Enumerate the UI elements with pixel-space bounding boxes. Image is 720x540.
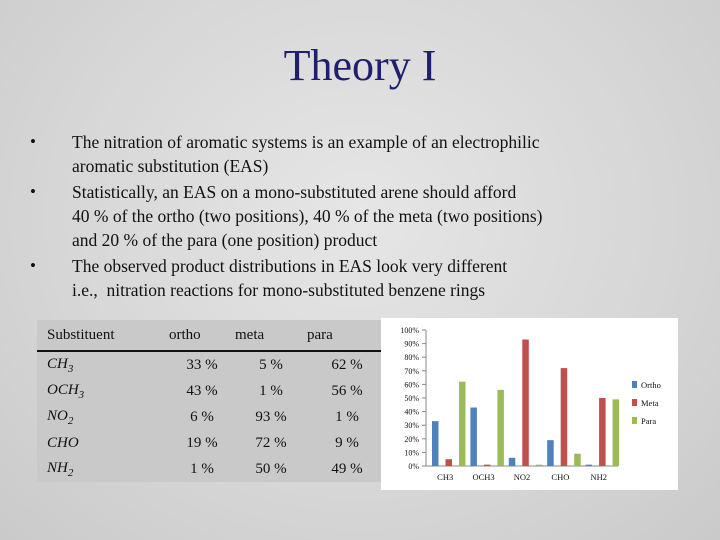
bar-ortho bbox=[586, 465, 593, 466]
header-substituent: Substituent bbox=[37, 320, 169, 351]
bar-para bbox=[574, 454, 581, 466]
legend-swatch bbox=[632, 381, 637, 388]
substituent-cell: $OCH_3$ bbox=[47, 381, 85, 401]
bar-para bbox=[459, 382, 466, 466]
header-ortho: ortho bbox=[169, 320, 235, 351]
percent-cell: 49 % bbox=[331, 460, 363, 477]
x-tick-label: NH2 bbox=[590, 472, 608, 482]
table-row bbox=[37, 351, 387, 378]
bar-ortho bbox=[470, 408, 477, 466]
y-tick-label: 100% bbox=[400, 326, 419, 335]
x-tick-label: NO2 bbox=[513, 472, 531, 482]
substituent-cell: CHO bbox=[47, 434, 79, 451]
legend-label: Para bbox=[641, 416, 657, 426]
bar-para bbox=[613, 399, 620, 466]
percent-cell: 43 % bbox=[186, 382, 218, 399]
y-tick-label: 40% bbox=[404, 407, 419, 417]
bar-para bbox=[536, 465, 543, 466]
bar-meta bbox=[484, 465, 491, 466]
bullet-dot: • bbox=[30, 182, 36, 201]
legend-label: Ortho bbox=[641, 380, 661, 390]
y-tick-label: 50% bbox=[404, 394, 419, 403]
percent-cell: 6 % bbox=[190, 408, 214, 425]
percent-cell: 19 % bbox=[186, 434, 218, 451]
table-row bbox=[37, 456, 387, 482]
percent-cell: 93 % bbox=[255, 408, 287, 425]
percent-cell: 9 % bbox=[335, 434, 359, 451]
bar-meta bbox=[446, 459, 453, 466]
percent-cell: 1 % bbox=[335, 408, 359, 425]
x-tick-label: CH3 bbox=[437, 472, 454, 482]
bar-meta bbox=[561, 368, 568, 466]
y-tick-label: 70% bbox=[404, 366, 419, 376]
table-row bbox=[37, 378, 387, 404]
percent-cell: 56 % bbox=[331, 382, 363, 399]
header-para: para bbox=[307, 320, 387, 351]
bar-para bbox=[497, 390, 504, 466]
table-row bbox=[37, 404, 387, 430]
bullet-dot: • bbox=[30, 132, 36, 151]
y-tick-label: 80% bbox=[404, 353, 419, 363]
bar-chart bbox=[381, 318, 678, 490]
table-header-row bbox=[37, 320, 387, 351]
bullet-list bbox=[30, 130, 670, 304]
y-tick-label: 10% bbox=[404, 448, 419, 458]
percent-cell: 33 % bbox=[186, 356, 218, 373]
y-tick-label: 0% bbox=[408, 462, 419, 471]
bullet-item bbox=[30, 130, 670, 178]
bar-meta bbox=[522, 340, 529, 466]
y-tick-label: 20% bbox=[404, 434, 419, 444]
percent-cell: 50 % bbox=[255, 460, 287, 477]
bar-ortho bbox=[432, 421, 439, 466]
substituent-cell: $CH_3$ bbox=[47, 355, 74, 375]
bullet-text: The observed product distributions in EAS look very different i.e., nitration reactions for mono-substituted benzene rings bbox=[72, 256, 508, 300]
bar-ortho bbox=[547, 440, 554, 466]
bullet-item bbox=[30, 254, 670, 302]
legend-swatch bbox=[632, 399, 637, 406]
percent-cell: 62 % bbox=[331, 356, 363, 373]
bullet-text: The nitration of aromatic systems is an example of an electrophilic aromatic substitution (EAS) bbox=[72, 132, 540, 176]
y-tick-label: 90% bbox=[404, 339, 419, 349]
substituent-cell: $NO_2$ bbox=[47, 407, 74, 427]
y-tick-label: 60% bbox=[404, 380, 419, 390]
y-tick-label: 30% bbox=[404, 421, 419, 431]
slide-title: Theory I bbox=[283, 41, 437, 90]
substituent-cell: $NH_2$ bbox=[47, 459, 74, 479]
header-meta: meta bbox=[235, 320, 307, 351]
chart-svg bbox=[381, 318, 678, 490]
bar-meta bbox=[599, 398, 606, 466]
distribution-table bbox=[37, 320, 387, 482]
x-tick-label: OCH3 bbox=[472, 472, 495, 482]
bullet-dot: • bbox=[30, 256, 36, 275]
bar-ortho bbox=[509, 458, 516, 466]
percent-cell: 72 % bbox=[255, 434, 287, 451]
table-row bbox=[37, 430, 387, 456]
legend-label: Meta bbox=[641, 398, 659, 408]
x-tick-label: CHO bbox=[551, 472, 570, 482]
bullet-text: Statistically, an EAS on a mono-substituted arene should afford 40 % of the ortho (two positions), 40 % of the meta (two positions) and 20 % of the para (one position) product bbox=[72, 182, 543, 250]
percent-cell: 5 % bbox=[259, 356, 283, 373]
bullet-item bbox=[30, 180, 670, 252]
percent-cell: 1 % bbox=[259, 382, 283, 399]
legend-swatch bbox=[632, 417, 637, 424]
percent-cell: 1 % bbox=[190, 460, 214, 477]
